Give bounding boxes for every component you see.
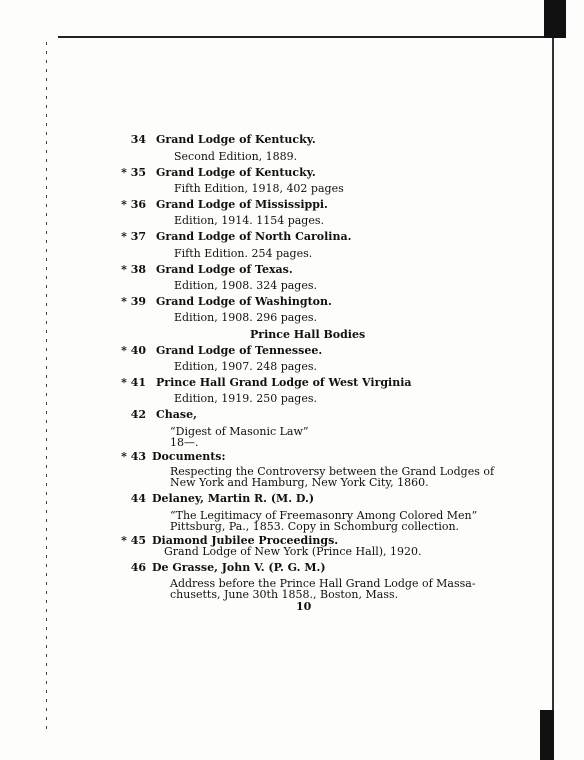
entry-detail: Edition, 1919. 250 pages. xyxy=(174,392,317,405)
entry-number: * 39 xyxy=(121,295,146,308)
entry-number: * 45 xyxy=(121,534,146,547)
entry-number: * 37 xyxy=(121,230,146,243)
entry-number: 42 xyxy=(130,408,146,421)
entry-title: Grand Lodge of Texas. xyxy=(156,263,293,276)
entry-number: 34 xyxy=(130,133,146,146)
entry-title: De Grasse, John V. (P. G. M.) xyxy=(152,561,326,574)
entry-number: * 43 xyxy=(121,450,146,463)
entry-title: Chase, xyxy=(156,408,197,421)
entry-title: Prince Hall Grand Lodge of West Virginia xyxy=(156,376,412,389)
scan-corner-mark-top xyxy=(544,0,566,38)
entry-title: Delaney, Martin R. (M. D.) xyxy=(152,492,315,505)
entry-detail: Second Edition, 1889. xyxy=(174,150,298,163)
entry-detail: Grand Lodge of New York (Prince Hall), 1920. xyxy=(164,545,422,558)
scan-right-edge xyxy=(552,36,554,736)
entry-detail: Edition, 1907. 248 pages. xyxy=(174,360,317,373)
entry-detail: New York and Hamburg, New York City, 1860. xyxy=(170,476,429,489)
entry-title: Grand Lodge of Tennessee. xyxy=(156,344,323,357)
entry-number: * 38 xyxy=(121,263,146,276)
entry-title: Grand Lodge of Mississippi. xyxy=(156,198,328,211)
section-heading: Prince Hall Bodies xyxy=(250,328,366,341)
scan-top-rule xyxy=(58,36,546,38)
entry-title: Grand Lodge of Washington. xyxy=(156,295,332,308)
entry-title: Grand Lodge of Kentucky. xyxy=(156,133,316,146)
entry-detail: Edition, 1908. 296 pages. xyxy=(174,311,317,324)
entry-detail: “The Legitimacy of Freemasonry Among Colored Men” xyxy=(170,509,478,522)
entry-detail: Edition, 1908. 324 pages. xyxy=(174,279,317,292)
entry-detail: Address before the Prince Hall Grand Lodge of Massa- xyxy=(170,577,476,590)
entry-detail: Edition, 1914. 1154 pages. xyxy=(174,214,324,227)
entry-number: * 35 xyxy=(121,166,146,179)
entry-number: 46 xyxy=(130,561,146,574)
entry-number: * 36 xyxy=(121,198,146,211)
entry-detail: 18—. xyxy=(170,436,199,449)
entry-detail: “Digest of Masonic Law” xyxy=(170,425,309,438)
entry-detail: Pittsburg, Pa., 1853. Copy in Schomburg collection. xyxy=(170,520,460,533)
entry-number: * 41 xyxy=(121,376,146,389)
scan-left-edge xyxy=(46,42,47,732)
entry-detail: Fifth Edition. 254 pages. xyxy=(174,247,313,260)
entry-detail: chusetts, June 30th 1858., Boston, Mass. xyxy=(170,588,399,601)
entry-title: Diamond Jubilee Proceedings. xyxy=(152,534,339,547)
entry-number: * 40 xyxy=(121,344,146,357)
entry-number: 44 xyxy=(130,492,146,505)
entry-detail: Fifth Edition, 1918, 402 pages xyxy=(174,182,344,195)
entry-title: Grand Lodge of Kentucky. xyxy=(156,166,316,179)
scan-corner-mark-bottom xyxy=(540,710,554,760)
entry-title: Grand Lodge of North Carolina. xyxy=(156,230,352,243)
entry-title: Documents: xyxy=(152,450,226,463)
page-number: 10 xyxy=(296,600,312,613)
entry-detail: Respecting the Controversy between the Grand Lodges of xyxy=(170,465,495,478)
